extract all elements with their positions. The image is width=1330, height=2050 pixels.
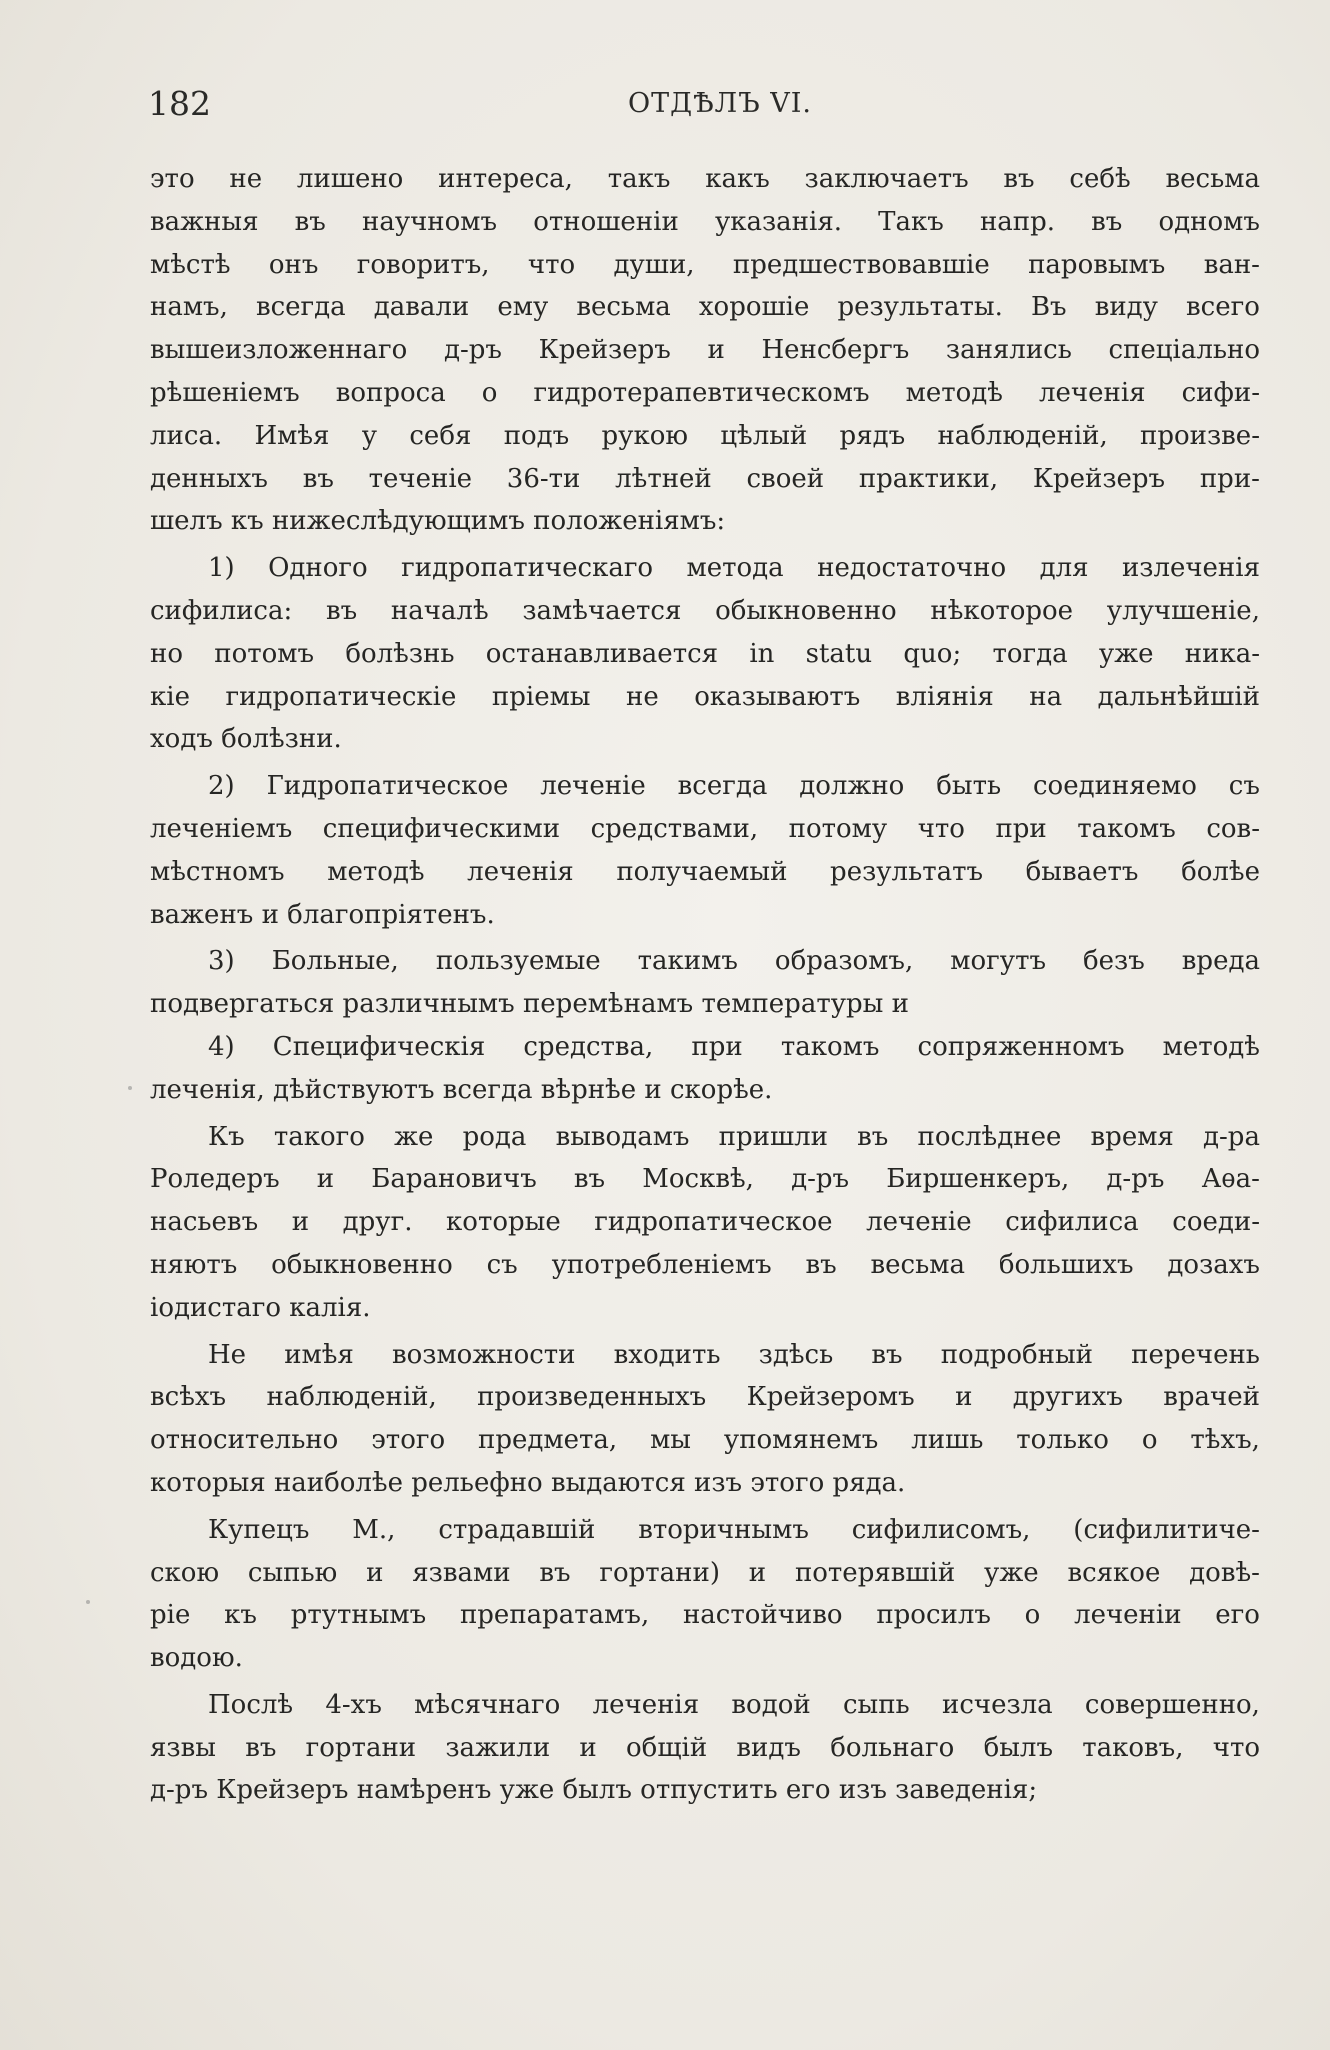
paragraph — [150, 1116, 1260, 1330]
text-line: мѣстномъ методѣ леченія получаемый результатъ бываетъ болѣе — [150, 856, 1260, 887]
text-line: Послѣ 4-хъ мѣсячнаго леченія водой сыпь исчезла совершенно, — [208, 1689, 1260, 1720]
text-line: водою. — [150, 1643, 243, 1674]
text-line: относительно этого предмета, мы упомянемъ лишь только о тѣхъ, — [150, 1425, 1260, 1456]
text-line: мѣстѣ онъ говоритъ, что души, предшествовавшіе паровымъ ван- — [150, 249, 1260, 280]
text-line: 2) Гидропатическое леченіе всегда должно быть соединяемо съ — [208, 771, 1260, 802]
text-line: но потомъ болѣзнь останавливается in statu quo; тогда уже никa- — [150, 638, 1260, 669]
text-line: ходъ болѣзни. — [150, 724, 342, 755]
text-line: это не лишено интереса, такъ какъ заключаетъ въ себѣ весьма — [150, 164, 1260, 194]
text-line: вышеизложеннаго д-ръ Крейзеръ и Ненсбергъ занялись спеціально — [150, 335, 1260, 366]
paragraph — [150, 547, 1260, 761]
paragraph — [150, 158, 1260, 543]
text-line: 1) Одного гидропатическаго метода недостаточно для излеченія — [208, 553, 1260, 584]
paragraph — [150, 1684, 1260, 1812]
text-line: Роледеръ и Барановичъ въ Москвѣ, д-ръ Биршенкеръ, д-ръ Аѳа- — [150, 1164, 1260, 1195]
page-number: 182 — [148, 84, 211, 123]
text-line: сифилиса: въ началѣ замѣчается обыкновенно нѣкоторое улучшеніе, — [150, 595, 1260, 626]
text-line: няютъ обыкновенно съ употребленіемъ въ весьма большихъ дозахъ — [150, 1249, 1260, 1280]
paragraph — [150, 940, 1260, 1026]
text-line: д-ръ Крейзеръ намѣренъ уже былъ отпустить его изъ заведенія; — [150, 1775, 1038, 1806]
paper-speck — [86, 1600, 90, 1604]
paragraph — [150, 1026, 1260, 1112]
paper-speck — [128, 1086, 132, 1090]
text-line: леченія, дѣйствуютъ всегда вѣрнѣе и скорѣе. — [150, 1074, 773, 1105]
text-line: шелъ къ нижеслѣдующимъ положеніямъ: — [150, 506, 726, 537]
text-line: леченіемъ специфическими средствами, потому что при такомъ сов- — [150, 813, 1260, 844]
text-line: 3) Больные, пользуемые такимъ образомъ, могутъ безъ вреда — [208, 946, 1260, 977]
text-line: важенъ и благопріятенъ. — [150, 899, 495, 930]
paragraph — [150, 1509, 1260, 1680]
text-line: которыя наиболѣе рельефно выдаются изъ этого ряда. — [150, 1467, 906, 1498]
text-line: іодистаго калія. — [150, 1292, 371, 1323]
page-header — [148, 84, 1258, 130]
text-line: важныя въ научномъ отношеніи указанія. Такъ напр. въ одномъ — [150, 206, 1260, 237]
text-line: намъ, всегда давали ему весьма хорошіе результаты. Въ виду всего — [150, 292, 1260, 323]
text-line: ріе къ ртутнымъ препаратамъ, настойчиво просилъ о леченіи его — [150, 1600, 1260, 1631]
text-line: кіе гидропатическіе пріемы не оказываютъ вліянія на дальнѣйшій — [150, 681, 1260, 712]
text-line: 4) Специфическія средства, при такомъ сопряженномъ методѣ — [208, 1031, 1260, 1062]
paragraph — [150, 765, 1260, 936]
paragraph — [150, 1334, 1260, 1505]
text-line: подвергаться различнымъ перемѣнамъ температуры и — [150, 989, 909, 1020]
text-line: Купецъ М., страдавшій вторичнымъ сифилисомъ, (сифилитиче- — [208, 1514, 1260, 1545]
text-line: Не имѣя возможности входить здѣсь въ подробный перечень — [208, 1339, 1260, 1370]
text-line: лиса. Имѣя у себя подъ рукою цѣлый рядъ наблюденій, произве- — [150, 420, 1260, 451]
text-line: насьевъ и друг. которые гидропатическое леченіе сифилиса соеди- — [150, 1207, 1260, 1238]
text-line: рѣшеніемъ вопроса о гидротерапевтическомъ методѣ леченія сифи- — [150, 377, 1260, 408]
text-line: денныхъ въ теченіе 36-ти лѣтней своей практики, Крейзеръ при- — [150, 463, 1260, 494]
running-head: ОТДѢЛЪ VI. — [628, 88, 812, 119]
body-text — [150, 158, 1260, 1812]
text-line: всѣхъ наблюденій, произведенныхъ Крейзеромъ и другихъ врачей — [150, 1382, 1260, 1413]
text-line: скою сыпью и язвами въ гортани) и потерявшій уже всякое довѣ- — [150, 1557, 1260, 1588]
text-line: Къ такого же рода выводамъ пришли въ послѣднее время д-ра — [208, 1121, 1260, 1152]
text-line: язвы въ гортани зажили и общій видъ больнаго былъ таковъ, что — [150, 1732, 1260, 1763]
